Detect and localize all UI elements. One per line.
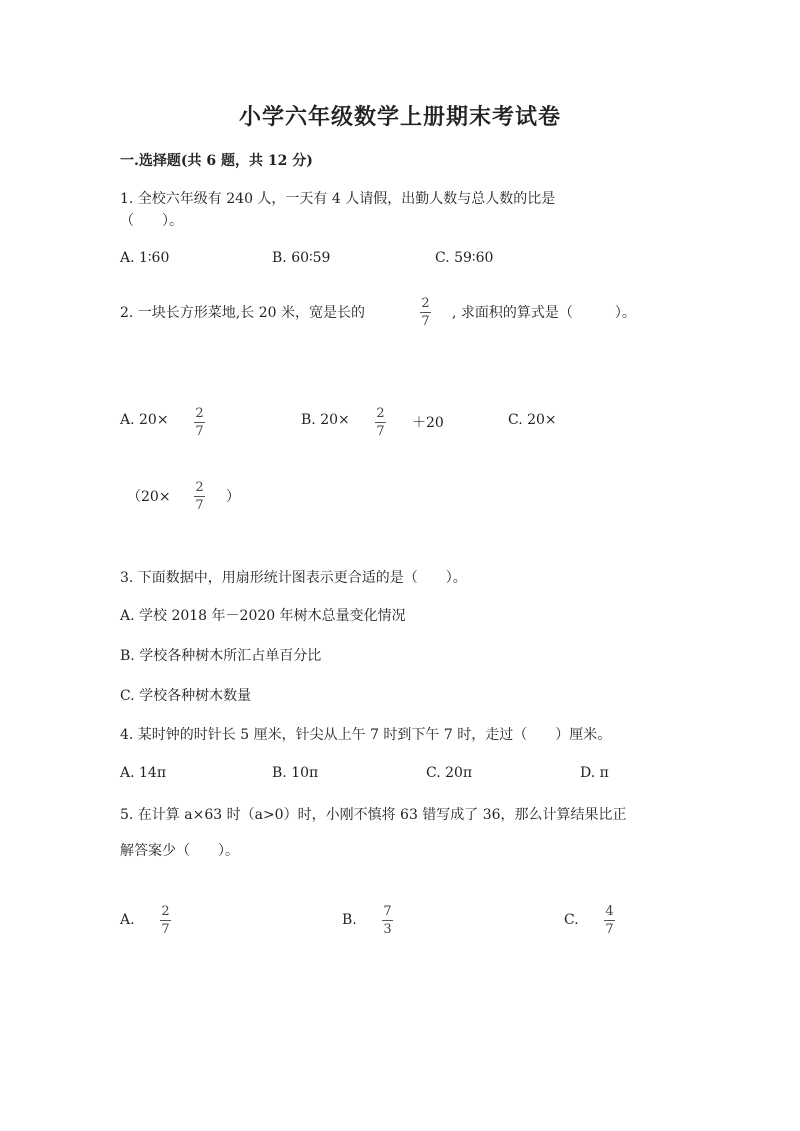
fraction-numerator: 4 (605, 904, 614, 919)
q3-option-a: A. 学校 2018 年－2020 年树木总量变化情况 (120, 608, 406, 624)
q4-option-d: D. π (580, 765, 609, 781)
q5-option-c-label: C. (564, 912, 579, 928)
fraction-numerator: 2 (161, 904, 170, 919)
q2-fraction (420, 296, 431, 329)
fraction-denominator: 7 (195, 424, 204, 439)
q1-option-a: A. 1∶60 (120, 250, 170, 266)
q5-option-a-label: A. (120, 912, 135, 928)
q5-option-b-fraction (382, 904, 393, 937)
q2-option-c-suffix: ） (226, 489, 240, 505)
q3-option-c: C. 学校各种树木数量 (120, 688, 252, 704)
q4-option-a: A. 14π (120, 765, 167, 781)
q2-option-b-suffix: ＋20 (412, 415, 444, 431)
q1-option-b: B. 60∶59 (272, 250, 331, 266)
q3-option-b: B. 学校各种树木所汇占单百分比 (120, 648, 322, 664)
question-4-stem: 4. 某时钟的时针长 5 厘米，针尖从上午 7 时到下午 7 时，走过（ ）厘米。 (120, 727, 612, 743)
question-1-stem: 1. 全校六年级有 240 人，一天有 4 人请假，出勤人数与总人数的比是 (120, 191, 556, 207)
fraction-denominator: 3 (383, 922, 392, 937)
question-5-stem: 5. 在计算 a×63 时（a>0）时，小刚不慎将 63 错写成了 36，那么计算结果比正 (120, 807, 627, 823)
q2-option-b-prefix: B. 20× (301, 412, 350, 428)
question-2-stem: 2. 一块长方形菜地,长 20 米，宽是长的 (120, 305, 365, 321)
page-title: 小学六年级数学上册期末考试卷 (238, 104, 561, 130)
q1-option-c: C. 59∶60 (435, 250, 494, 266)
q2-option-c-fraction (194, 480, 205, 513)
q5-option-b-label: B. (342, 912, 357, 928)
q5-option-a-fraction (160, 904, 171, 937)
question-1-stem-cont: （ ）。 (120, 213, 183, 229)
fraction-denominator: 7 (161, 922, 170, 937)
q5-option-c-fraction (604, 904, 615, 937)
fraction-denominator: 7 (376, 424, 385, 439)
fraction-numerator: 2 (376, 406, 385, 421)
question-2-stem-cont: , 求面积的算式是（ ）。 (452, 305, 636, 321)
fraction-denominator: 7 (605, 922, 614, 937)
fraction-numerator: 2 (195, 480, 204, 495)
section-heading: 一.选择题(共 6 题，共 12 分) (120, 153, 313, 169)
q2-option-c-prefix-cont: （20× (127, 489, 171, 505)
question-5-stem-cont: 解答案少（ ）。 (120, 843, 239, 859)
question-3-stem: 3. 下面数据中，用扇形统计图表示更合适的是（ ）。 (120, 570, 467, 586)
q4-option-b: B. 10π (272, 765, 319, 781)
q4-option-c: C. 20π (426, 765, 473, 781)
fraction-numerator: 2 (195, 406, 204, 421)
fraction-denominator: 7 (195, 498, 204, 513)
q2-option-b-fraction (375, 406, 386, 439)
q2-option-a-prefix: A. 20× (120, 412, 169, 428)
fraction-numerator: 7 (383, 904, 392, 919)
q2-option-c-prefix: C. 20× (508, 412, 557, 428)
fraction-numerator: 2 (421, 296, 430, 311)
q2-option-a-fraction (194, 406, 205, 439)
fraction-denominator: 7 (421, 314, 430, 329)
